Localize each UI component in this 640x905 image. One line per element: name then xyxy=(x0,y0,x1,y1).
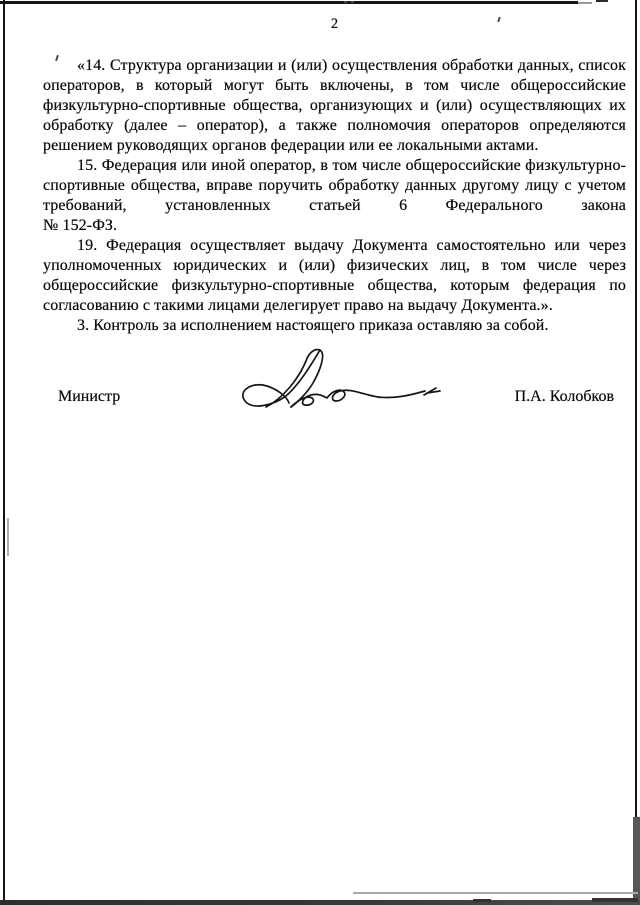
text-line: требований, установленных статьей 6 Федерального закона xyxy=(43,197,626,214)
text-line: решением руководящих органов федерации или ее локальными актами. xyxy=(43,137,539,154)
scan-noise-speck xyxy=(7,518,9,556)
text-line: обработку (далее – оператор), а также полномочия операторов определяются xyxy=(43,117,626,134)
text-line: операторов, в который могут быть включены, в том числе общероссийские xyxy=(43,77,626,94)
text-line: 3. Контроль за исполнением настоящего приказа оставляю за собой. xyxy=(77,317,549,334)
scan-noise-speck xyxy=(351,1,354,3)
text-line: «14. Структура организации и (или) осуществления обработки данных, список xyxy=(77,57,626,74)
page-number: 2 xyxy=(330,16,339,32)
text-line: уполномоченных юридических и (или) физических лиц, в том числе через xyxy=(43,257,626,274)
scan-border-top-gray xyxy=(578,2,592,4)
scan-noise-speck xyxy=(344,1,347,3)
text-line: физкультурно-спортивные общества, организующих и (или) осуществляющих их xyxy=(43,97,626,114)
text-line: общероссийские физкультурно-спортивные общества, которым федерация по xyxy=(43,277,626,294)
scan-noise-dash xyxy=(473,899,491,902)
signer-title: Министр xyxy=(58,388,121,405)
scan-border-bottom-gray xyxy=(353,892,638,894)
scan-border-left xyxy=(3,0,5,905)
text-line: 15. Федерация или иной оператор, в том числе общероссийские физкультурно- xyxy=(77,157,626,174)
scan-border-right xyxy=(635,0,637,892)
scan-border-bottom xyxy=(0,900,640,905)
signature-row xyxy=(43,387,626,407)
signer-name: П.А. Колобков xyxy=(514,388,614,405)
scan-border-top-dash xyxy=(596,0,608,2)
text-line: 19. Федерация осуществляет выдачу Документа самостоятельно или через xyxy=(77,237,626,254)
text-line: спортивные общества, вправе поручить обработку данных другому лицу с учетом xyxy=(43,177,626,194)
document-body xyxy=(43,56,626,336)
text-line: № 152-ФЗ. xyxy=(43,217,118,234)
scan-border-top xyxy=(0,1,578,4)
text-line: согласованию с такими лицами делегирует право на выдачу Документа.». xyxy=(43,297,553,314)
scan-noise-dash xyxy=(592,898,638,902)
